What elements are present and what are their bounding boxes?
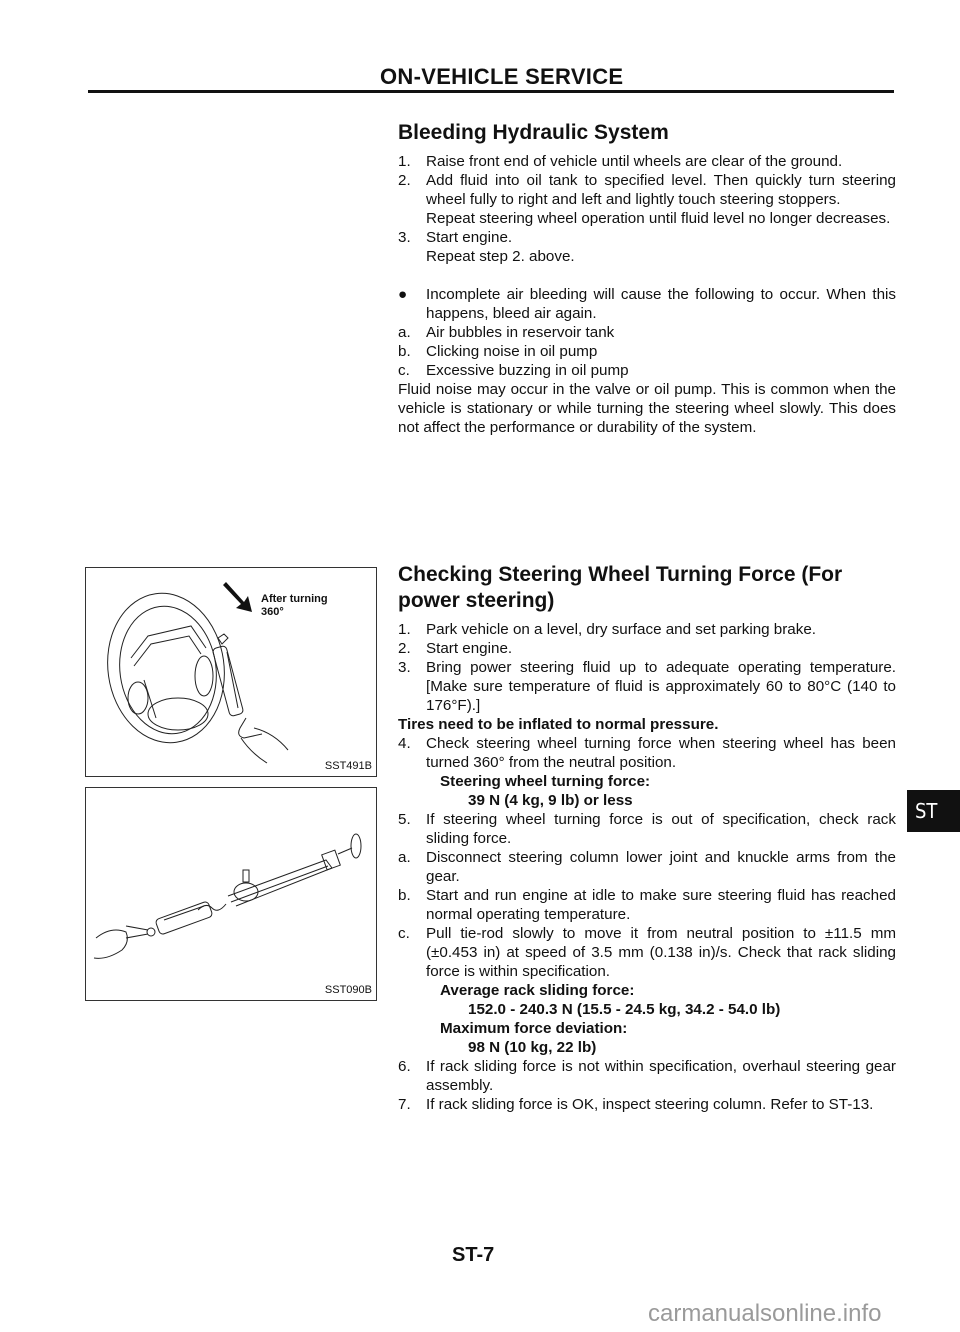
- figure-rack-sliding: [85, 787, 377, 1001]
- substep: c. Pull tie-rod slowly to move it from neutral position to ±11.5 mm (±0.453 in) at speed of 3.5 mm (0.138 in)/s. Check that rack sliding force is within specification.: [398, 925, 896, 980]
- symptom: a. Air bubbles in reservoir tank: [398, 324, 615, 341]
- symptom: c. Excessive buzzing in oil pump: [398, 362, 629, 379]
- step: 1. Park vehicle on a level, dry surface and set parking brake.: [398, 621, 817, 638]
- section-title: Bleeding Hydraulic System: [398, 121, 669, 144]
- figure-code: SST090B: [324, 984, 372, 996]
- tie-rod-gauge-illustration: [86, 788, 376, 1000]
- tire-note: Tires need to be inflated to normal pressure.: [398, 716, 719, 733]
- bullet-icon: ●: [398, 286, 408, 303]
- figure-code: SST491B: [324, 760, 372, 772]
- header-title: ON-VEHICLE SERVICE: [380, 64, 624, 89]
- step: Repeat steering wheel operation until fluid level no longer decreases.: [426, 210, 891, 227]
- symptom: b. Clicking noise in oil pump: [398, 343, 598, 360]
- spec-label: Maximum force deviation:: [440, 1020, 628, 1037]
- spec-value: 152.0 - 240.3 N (15.5 - 24.5 kg, 34.2 - 54.0 lb): [468, 1001, 781, 1018]
- substep: a. Disconnect steering column lower joint and knuckle arms from the gear.: [398, 849, 896, 885]
- step: 7. If rack sliding force is OK, inspect steering column. Refer to ST-13.: [398, 1096, 874, 1113]
- arrow-icon: [223, 582, 252, 612]
- section-tab-st[interactable]: ST: [907, 790, 960, 832]
- spec-label: Steering wheel turning force:: [440, 773, 651, 790]
- section-title: Checking Steering Wheel Turning Force (For power steering): [398, 563, 843, 612]
- spec-value: 98 N (10 kg, 22 lb): [468, 1039, 597, 1056]
- bullet-note: ● Incomplete air bleeding will cause the following to occur. When this happens, bleed air again.: [398, 286, 896, 322]
- step: Repeat step 2. above.: [426, 248, 575, 265]
- spec-label: Average rack sliding force:: [440, 982, 635, 999]
- section-turning-force: [398, 562, 896, 1114]
- substep: b. Start and run engine at idle to make sure steering fluid has reached normal operating temperature.: [398, 887, 896, 923]
- header-rule: [88, 90, 894, 93]
- step: 6. If rack sliding force is not within specification, overhaul steering gear assembly.: [398, 1058, 896, 1094]
- step: 5. If steering wheel turning force is out of specification, check rack sliding force.: [398, 811, 896, 847]
- figure-steering-wheel: [85, 567, 377, 777]
- page-number: ST-7: [452, 1244, 495, 1266]
- step: 3. Start engine.: [398, 229, 513, 246]
- step: 1. Raise front end of vehicle until wheels are clear of the ground.: [398, 153, 843, 170]
- step: 4. Check steering wheel turning force when steering wheel has been turned 360° from the neutral position.: [398, 735, 896, 771]
- step: 2. Start engine.: [398, 640, 513, 657]
- section-bleeding: [398, 120, 896, 437]
- fluid-noise-note: Fluid noise may occur in the valve or oil pump. This is common when the vehicle is stationary or while turning the steering wheel slowly. This does not affect the performance or durability of the system.: [398, 381, 896, 436]
- figure-label: After turning 360°: [261, 593, 328, 618]
- step: 2. Add fluid into oil tank to specified level. Then quickly turn steering wheel fully to right and left and lightly touch steering stoppers.: [398, 172, 896, 208]
- steering-wheel-illustration: [86, 568, 376, 776]
- step: 3. Bring power steering fluid up to adequate operating temperature. [Make sure temperature of fluid is approximately 60 to 80°C (140 to 176°F).]: [398, 659, 896, 714]
- spec-value: 39 N (4 kg, 9 lb) or less: [468, 792, 633, 809]
- watermark: carmanualsonline.info: [648, 1300, 882, 1327]
